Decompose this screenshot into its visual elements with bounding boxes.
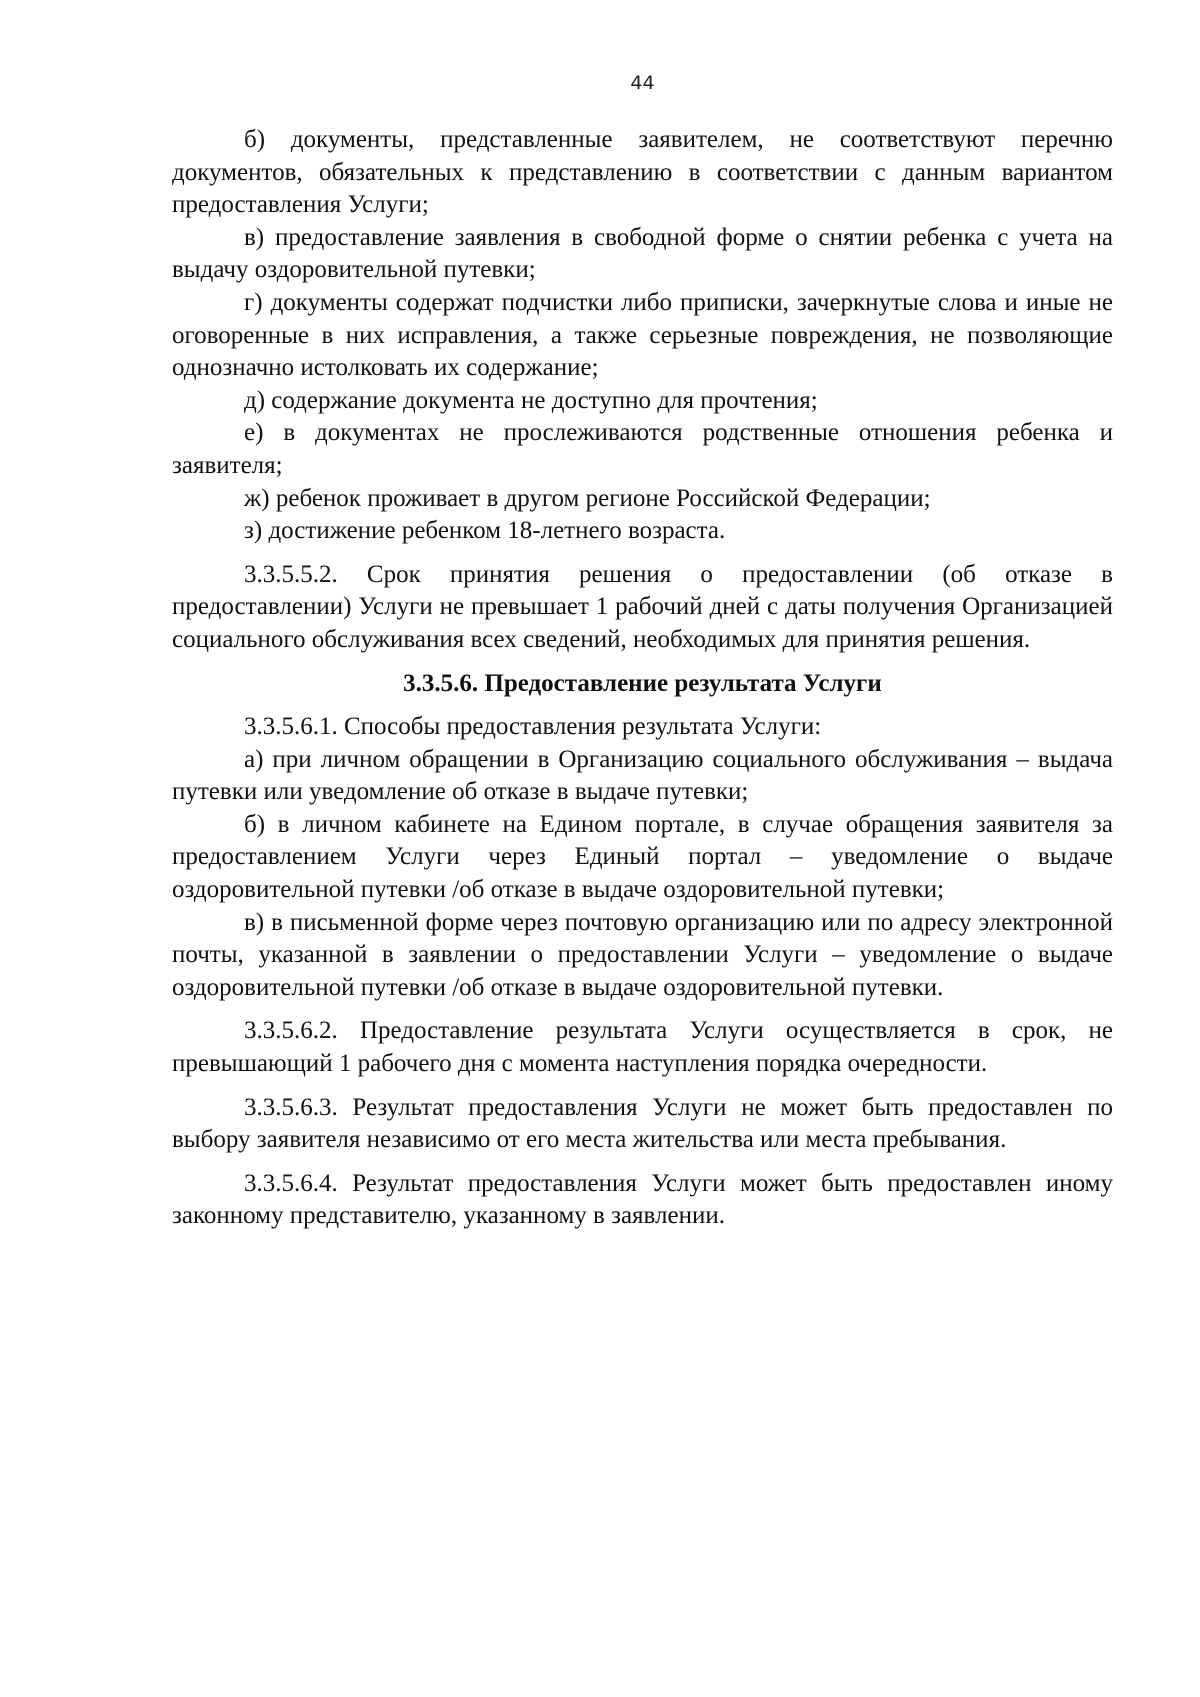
paragraph-3-3-5-6-1: 3.3.5.6.1. Способы предоставления результата Услуги:: [244, 713, 822, 741]
list-item-a: а) при личном обращении в Организацию социального обслуживания – выдача путевки или уведомление об отказе в выдаче путевки;: [172, 745, 1113, 806]
paragraph-3-3-5-6-4: 3.3.5.6.4. Результат предоставления Услуги может быть предоставлен иному законному представителю, указанному в заявлении.: [172, 1169, 1113, 1230]
page-number: 44: [630, 72, 655, 94]
list-item-d: д) содержание документа не доступно для прочтения;: [244, 386, 818, 414]
paragraph-3-3-5-6-2: 3.3.5.6.2. Предоставление результата Услуги осуществляется в срок, не превышающий 1 рабочего дня с момента наступления порядка очередности.: [172, 1017, 1113, 1078]
list-item-zh: ж) ребенок проживает в другом регионе Российской Федерации;: [244, 484, 931, 512]
document-body: [172, 124, 1113, 1233]
list-item-v-post: в) в письменной форме через почтовую организацию или по адресу электронной почты, указанной в заявлении о предоставлении Услуги – уведомление о выдаче оздоровительной путевки /об отказе в выдаче оздоровительной путевки.: [172, 908, 1113, 1001]
list-item-b-portal: б) в личном кабинете на Едином портале, в случае обращения заявителя за предоставлением Услуги через Единый портал – уведомление о выдаче оздоровительной путевки /об отказе в выдаче оздоровительной путевки;: [172, 810, 1113, 904]
list-item-e: е) в документах не прослеживаются родственные отношения ребенка и заявителя;: [172, 419, 1113, 479]
paragraph-3-3-5-6-3: 3.3.5.6.3. Результат предоставления Услуги не может быть предоставлен по выбору заявителя независимо от его места жительства или места пребывания.: [172, 1093, 1113, 1154]
list-item-b: б) документы, представленные заявителем, не соответствуют перечню документов, обязательных к представлению в соответствии с данным вариантом предоставления Услуги;: [172, 126, 1113, 219]
paragraph-3-3-5-5-2: 3.3.5.5.2. Срок принятия решения о предоставлении (об отказе в предоставлении) Услуги не превышает 1 рабочий дней с даты получения Организацией социального обслуживания всех сведений, необходимых для принятия решения.: [172, 560, 1113, 653]
list-item-g: г) документы содержат подчистки либо приписки, зачеркнутые слова и иные не оговоренные в них исправления, а также серьезные повреждения, не позволяющие однозначно истолковать их содержание;: [172, 288, 1113, 382]
section-heading: 3.3.5.6. Предоставление результата Услуги: [403, 669, 882, 697]
list-item-z: з) достижение ребенком 18-летнего возраста.: [244, 517, 726, 545]
list-item-v: в) предоставление заявления в свободной форме о снятии ребенка с учета на выдачу оздоровительной путевки;: [172, 223, 1113, 284]
